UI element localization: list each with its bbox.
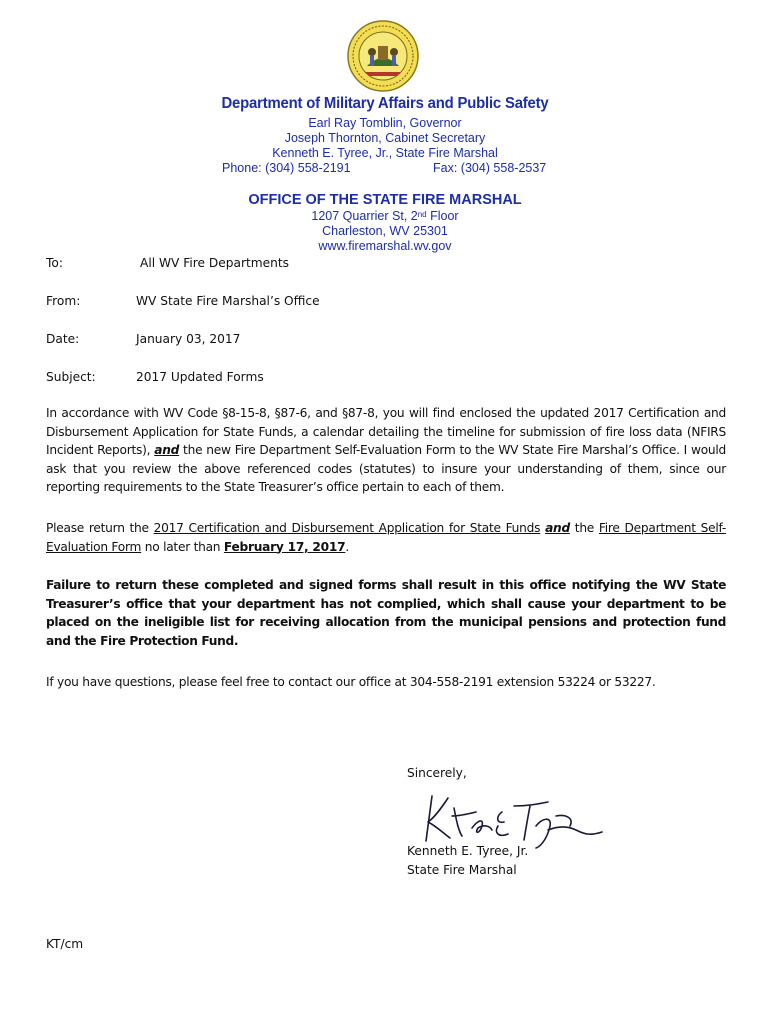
form-name-self-evaluation: Fire Department Self-Evaluation Form — [46, 521, 727, 554]
state-seal-icon — [347, 20, 419, 92]
signer-title: State Fire Marshal — [407, 863, 517, 877]
emphasis-and: and — [154, 443, 180, 457]
typist-initials: KT/cm — [46, 937, 84, 951]
contact-paragraph: If you have questions, please feel free to contact our office at 304-558-2191 extension 53224 or 53227. — [46, 675, 656, 689]
to-label: To: — [46, 256, 63, 270]
street-address: 1207 Quarrier St, 2nd Floor — [311, 209, 459, 223]
body-paragraph-1: In accordance with WV Code §8-15-8, §87-6, and §87-8, you will find enclosed the updated 2017 Certification and Disbursement Application for State Funds, a calendar detailing the timeline for submission of fire loss data (NFIRS Incident Reports), and the new Fire Department Self-Evaluation Form to the WV State Fire Marshal’s Office. I would ask that you review the above referenced codes (statutes) to insure your understanding of them, since our reporting requirements to the State Treasurer’s office pertain to each of them. — [46, 406, 726, 494]
governor-line: Earl Ray Tomblin, Governor — [308, 116, 462, 130]
from-label: From: — [46, 294, 81, 308]
warning-paragraph: Failure to return these completed and signed forms shall result in this office notifying the WV State Treasurer’s office that your department has not complied, which shall cause your department to be placed on the ineligible list for receiving allocation from the municipal pensions and protection fund and the Fire Protection Fund. — [46, 578, 726, 648]
body-paragraph-2: Please return the 2017 Certification and Disbursement Application for State Funds and the Fire Department Self-Evaluation Form no later than February 17, 2017. — [46, 521, 727, 554]
date-value: January 03, 2017 — [136, 332, 241, 346]
signer-name: Kenneth E. Tyree, Jr. — [407, 844, 529, 858]
fire-marshal-line: Kenneth E. Tyree, Jr., State Fire Marshal — [272, 146, 498, 160]
deadline-date: February 17, 2017 — [223, 539, 346, 554]
website-link[interactable]: www.firemarshal.wv.gov — [318, 239, 452, 253]
from-value: WV State Fire Marshal’s Office — [136, 294, 320, 308]
date-label: Date: — [46, 332, 80, 346]
subject-value: 2017 Updated Forms — [136, 370, 264, 384]
department-name: Department of Military Affairs and Public Safety — [221, 95, 549, 112]
to-value: All WV Fire Departments — [140, 256, 289, 270]
fax-number: Fax: (304) 558-2537 — [433, 161, 547, 175]
phone-number: Phone: (304) 558-2191 — [222, 161, 351, 175]
subject-label: Subject: — [46, 370, 96, 384]
secretary-line: Joseph Thornton, Cabinet Secretary — [284, 131, 486, 145]
closing-salutation: Sincerely, — [407, 766, 467, 780]
emphasis-and: and — [545, 521, 570, 535]
office-title: OFFICE OF THE STATE FIRE MARSHAL — [248, 192, 522, 208]
form-name-certification: 2017 Certification and Disbursement Application for State Funds — [153, 521, 541, 535]
city-address: Charleston, WV 25301 — [322, 224, 448, 238]
